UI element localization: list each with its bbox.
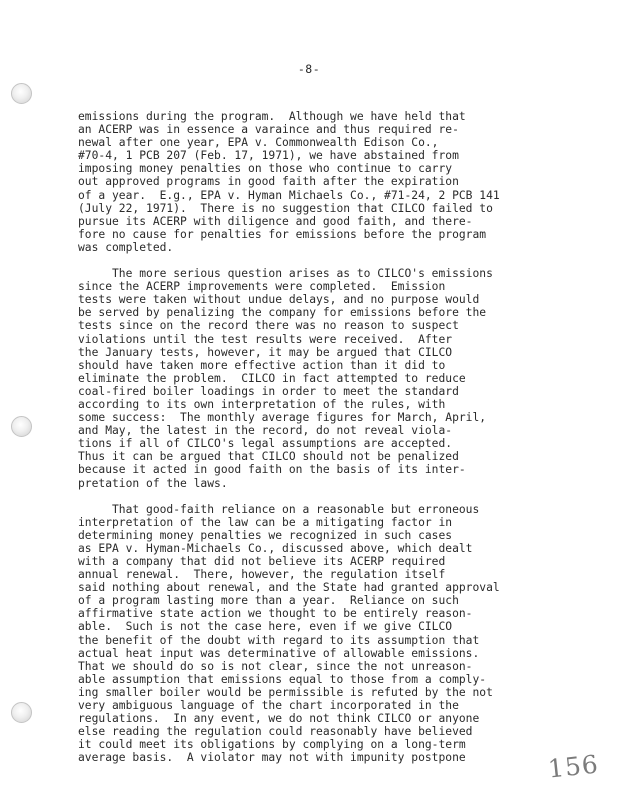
- text-line: determining money penalties we recognized in such cases: [78, 528, 453, 542]
- text-line: fore no cause for penalties for emissions before the program: [78, 227, 487, 241]
- text-line: interpretation of the law can be a mitigating factor in: [78, 515, 453, 529]
- text-line: able. Such is not the case here, even if we give CILCO: [78, 620, 453, 634]
- text-line: emissions during the program. Although we have held that: [78, 110, 466, 123]
- text-line: should have taken more effective action than it did to: [78, 358, 446, 372]
- text-line: was completed.: [78, 240, 174, 254]
- text-line: The more serious question arises as to CILCO's emissions: [78, 267, 493, 281]
- text-line: the January tests, however, it may be argued that CILCO: [78, 345, 453, 359]
- text-line: annual renewal. There, however, the regulation itself: [78, 568, 446, 582]
- text-line: tions if all of CILCO's legal assumptions are accepted.: [78, 437, 453, 451]
- text-line: (July 22, 1971). There is no suggestion that CILCO failed to: [78, 201, 493, 215]
- text-line: tests since on the record there was no reason to suspect: [78, 319, 459, 333]
- text-line: coal-fired boiler loadings in order to meet the standard: [78, 384, 459, 398]
- text-line: imposing money penalties on those who continue to carry: [78, 162, 453, 176]
- text-line: as EPA v. Hyman-Michaels Co., discussed above, which dealt: [78, 541, 473, 555]
- text-line: some success: The monthly average figures for March, April,: [78, 411, 487, 425]
- text-line: said nothing about renewal, and the State had granted approval: [78, 581, 500, 595]
- text-line: because it acted in good faith on the basis of its inter-: [78, 463, 466, 477]
- text-line: newal after one year, EPA v. Commonwealth Edison Co.,: [78, 136, 439, 150]
- text-line: violations until the test results were received. After: [78, 332, 453, 346]
- text-line: pretation of the laws.: [78, 476, 228, 490]
- text-line: actual heat input was determinative of allowable emissions.: [78, 646, 480, 660]
- text-line: with a company that did not believe its ACERP required: [78, 555, 446, 568]
- text-line: #70-4, 1 PCB 207 (Feb. 17, 1971), we have abstained from: [78, 149, 459, 163]
- paragraph-gap: [78, 490, 608, 503]
- body-text: [78, 110, 608, 765]
- text-line: and May, the latest in the record, do not reveal viola-: [78, 424, 453, 438]
- text-line: else reading the regulation could reasonably have believed: [78, 725, 473, 739]
- text-line: That we should do so is not clear, since the not unreason-: [78, 659, 473, 673]
- text-line: very ambiguous language of the chart incorporated in the: [78, 699, 459, 713]
- text-line: Thus it can be argued that CILCO should not be penalized: [78, 450, 459, 464]
- text-line: it could meet its obligations by complying on a long-term: [78, 738, 466, 752]
- text-line: an ACERP was in essence a varaince and thus required re-: [78, 123, 459, 137]
- page-number: -8-: [297, 62, 321, 76]
- text-line: average basis. A violator may not with impunity postpone: [78, 751, 466, 765]
- text-line: out approved programs in good faith after the expiration: [78, 175, 459, 189]
- text-line: the benefit of the doubt with regard to its assumption that: [78, 633, 480, 647]
- text-line: regulations. In any event, we do not think CILCO or anyone: [78, 712, 480, 726]
- text-line: tests were taken without undue delays, and no purpose would: [78, 293, 480, 307]
- text-line: be served by penalizing the company for emissions before the: [78, 306, 487, 320]
- text-line: of a program lasting more than a year. Reliance on such: [78, 594, 459, 608]
- text-line: affirmative state action we thought to be entirely reason-: [78, 607, 473, 621]
- paragraph-gap: [78, 254, 608, 267]
- handwritten-page-number: 156: [546, 749, 601, 784]
- text-line: according to its own interpretation of the rules, with: [78, 397, 446, 411]
- paragraph-1: [78, 110, 608, 254]
- text-line: ing smaller boiler would be permissible is refuted by the not: [78, 685, 493, 699]
- text-line: That good-faith reliance on a reasonable but erroneous: [78, 502, 480, 516]
- paragraph-3: [78, 503, 608, 765]
- text-line: since the ACERP improvements were completed. Emission: [78, 280, 446, 294]
- text-line: pursue its ACERP with diligence and good faith, and there-: [78, 214, 473, 228]
- text-line: able assumption that emissions equal to those from a comply-: [78, 672, 487, 686]
- punch-hole-middle: [11, 416, 32, 437]
- text-line: eliminate the problem. CILCO in fact attempted to reduce: [78, 371, 466, 385]
- punch-hole-top: [11, 83, 32, 104]
- paragraph-2: [78, 267, 608, 490]
- punch-hole-bottom: [11, 702, 32, 723]
- text-line: of a year. E.g., EPA v. Hyman Michaels Co., #71-24, 2 PCB 141: [78, 188, 500, 202]
